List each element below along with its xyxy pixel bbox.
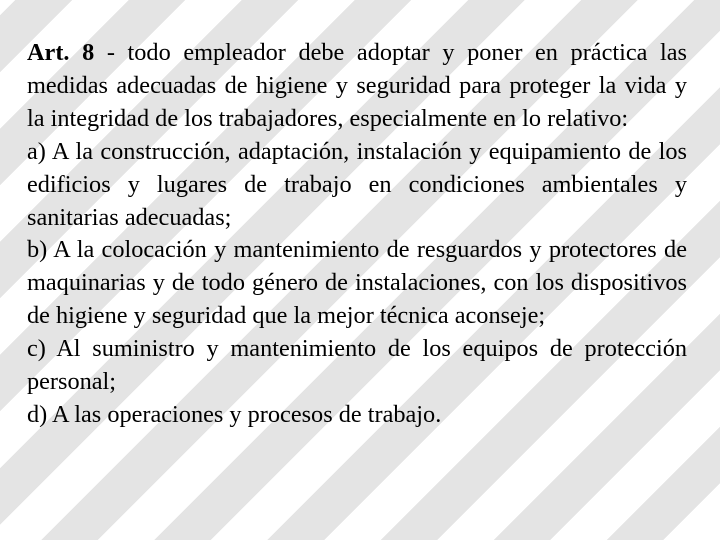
article-item-d: d) A las operaciones y procesos de trabajo.	[27, 400, 442, 428]
article-text	[27, 37, 687, 432]
article-item-b: b) A la colocación y mantenimiento de resguardos y protectores de maquinarias y de todo género de instalaciones, con los dispositivos de higiene y seguridad que la mejor técnica aconseje;	[27, 236, 687, 330]
article-item-c: c) Al suministro y mantenimiento de los equipos de protección personal;	[27, 335, 687, 396]
article-label: Art. 8	[27, 39, 95, 66]
article-intro-text: - todo empleador debe adoptar y poner en práctica las medidas adecuadas de higiene y seguridad para proteger la vida y la integridad de los trabajadores, especialmente en lo relativo:	[27, 39, 688, 132]
article-intro	[27, 37, 687, 136]
article-item-a: a) A la construcción, adaptación, instalación y equipamiento de los edificios y lugares de trabajo en condiciones ambientales y sanitarias adecuadas;	[27, 137, 687, 231]
